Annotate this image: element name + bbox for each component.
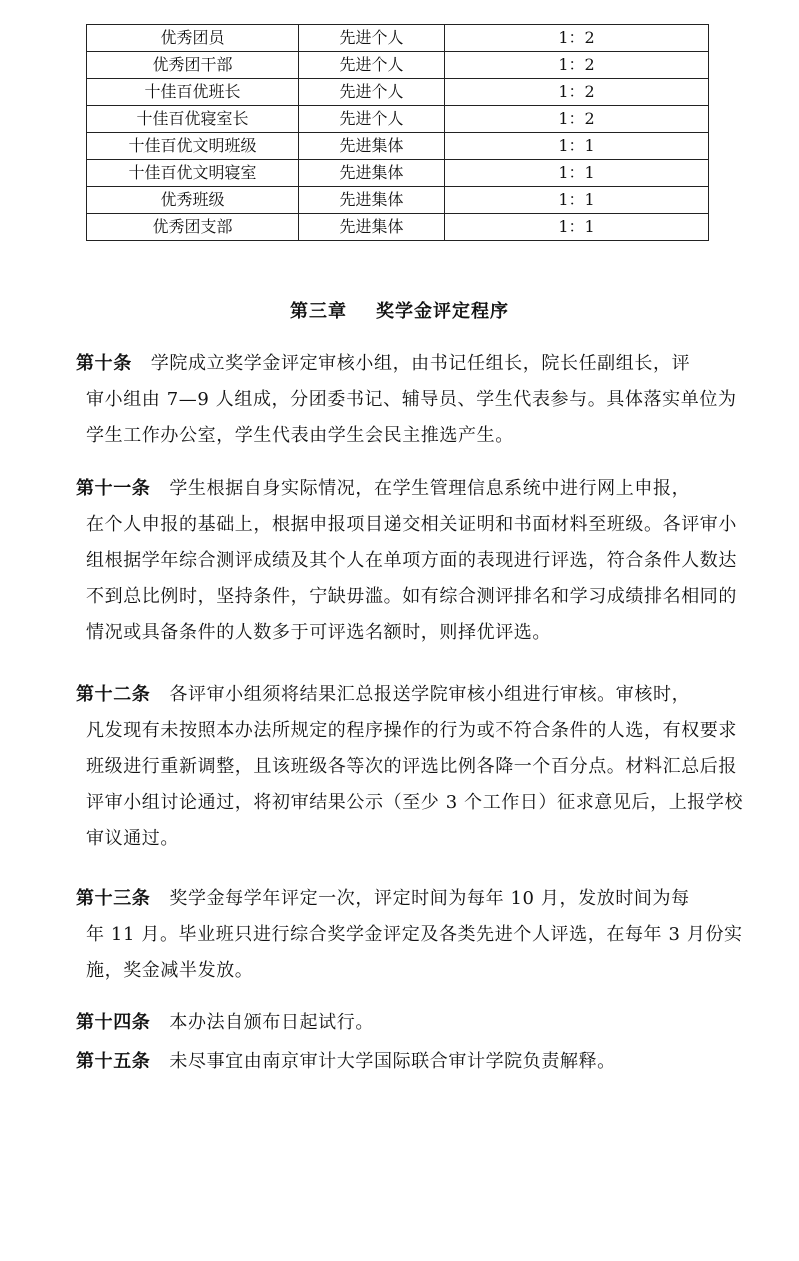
chapter-title: 第三章 奖学金评定程序 (289, 301, 510, 322)
article-line: 凡发现有未按照本办法所规定的程序操作的行为或不符合条件的人选，有权要求 (86, 720, 737, 741)
article-line: 评审小组讨论通过，将初审结果公示（至少 3 个工作日）征求意见后，上报学校 (86, 792, 744, 813)
article-line: 情况或具备条件的人数多于可评选名额时，则择优评选。 (86, 622, 551, 643)
article-line: 年 11 月。毕业班只进行综合奖学金评定及各类先进个人评选，在每年 3 月份实 (86, 924, 743, 945)
award-name-cell: 优秀团干部 (87, 52, 299, 79)
award-name-cell: 十佳百优寝室长 (87, 106, 299, 133)
award-type-cell: 先进集体 (299, 160, 445, 187)
award-type-cell: 先进个人 (299, 106, 445, 133)
article-10 (76, 346, 762, 454)
award-ratio-cell: 1：2 (445, 79, 709, 106)
table-row (87, 106, 709, 133)
article-11 (76, 471, 762, 651)
award-type-cell: 先进集体 (299, 187, 445, 214)
award-name-cell: 优秀班级 (87, 187, 299, 214)
ratio-table (86, 24, 709, 241)
article-text: 本办法自颁布日起试行。 (169, 1012, 374, 1033)
article-text: 奖学金每学年评定一次，评定时间为每年 10 月，发放时间为每 (169, 888, 690, 909)
article-15 (76, 1044, 762, 1080)
article-line: 学生工作办公室，学生代表由学生会民主推选产生。 (86, 425, 514, 446)
article-line: 审议通过。 (86, 828, 179, 849)
table-row (87, 133, 709, 160)
article-line: 施，奖金减半发放。 (86, 960, 254, 981)
article-14 (76, 1005, 762, 1041)
article-line: 不到总比例时，坚持条件，宁缺毋滥。如有综合测评排名和学习成绩排名相同的 (86, 586, 737, 607)
award-ratio-cell: 1：1 (445, 133, 709, 160)
table-row (87, 160, 709, 187)
article-13 (76, 881, 762, 989)
article-label: 第十五条 (76, 1051, 151, 1072)
award-name-cell: 优秀团员 (87, 25, 299, 52)
article-label: 第十条 (76, 353, 132, 374)
award-ratio-cell: 1：2 (445, 25, 709, 52)
award-ratio-cell: 1：2 (445, 106, 709, 133)
article-text: 各评审小组须将结果汇总报送学院审核小组进行审核。审核时， (169, 684, 691, 705)
table-row (87, 52, 709, 79)
award-type-cell: 先进个人 (299, 52, 445, 79)
table-row (87, 214, 709, 241)
award-name-cell: 优秀团支部 (87, 214, 299, 241)
article-line (76, 1005, 762, 1041)
award-type-cell: 先进集体 (299, 133, 445, 160)
award-type-cell: 先进个人 (299, 79, 445, 106)
article-label: 第十二条 (76, 684, 151, 705)
article-text: 未尽事宜由南京审计大学国际联合审计学院负责解释。 (169, 1051, 616, 1072)
table-row (87, 79, 709, 106)
article-line: 在个人申报的基础上，根据申报项目递交相关证明和书面材料至班级。各评审小 (86, 514, 737, 535)
article-line: 审小组由 7—9 人组成，分团委书记、辅导员、学生代表参与。具体落实单位为 (86, 389, 737, 410)
award-name-cell: 十佳百优文明寝室 (87, 160, 299, 187)
article-line (76, 471, 762, 507)
award-ratio-table (86, 24, 708, 241)
award-name-cell: 十佳百优文明班级 (87, 133, 299, 160)
article-12 (76, 677, 762, 857)
article-line (76, 881, 762, 917)
article-label: 第十三条 (76, 888, 151, 909)
article-line (76, 1044, 762, 1080)
award-type-cell: 先进个人 (299, 25, 445, 52)
table-row (87, 25, 709, 52)
article-line: 组根据学年综合测评成绩及其个人在单项方面的表现进行评选，符合条件人数达 (86, 550, 737, 571)
article-label: 第十一条 (76, 478, 151, 499)
award-type-cell: 先进集体 (299, 214, 445, 241)
award-ratio-cell: 1：1 (445, 160, 709, 187)
award-name-cell: 十佳百优班长 (87, 79, 299, 106)
article-label: 第十四条 (76, 1012, 151, 1033)
article-text: 学生根据自身实际情况，在学生管理信息系统中进行网上申报， (169, 478, 691, 499)
article-line: 班级进行重新调整，且该班级各等次的评选比例各降一个百分点。材料汇总后报 (86, 756, 737, 777)
article-text: 学院成立奖学金评定审核小组，由书记任组长，院长任副组长，评 (150, 353, 691, 374)
article-line (76, 677, 762, 713)
table-row (87, 187, 709, 214)
article-line (76, 346, 762, 382)
award-ratio-cell: 1：1 (445, 187, 709, 214)
award-ratio-cell: 1：2 (445, 52, 709, 79)
award-ratio-cell: 1：1 (445, 214, 709, 241)
